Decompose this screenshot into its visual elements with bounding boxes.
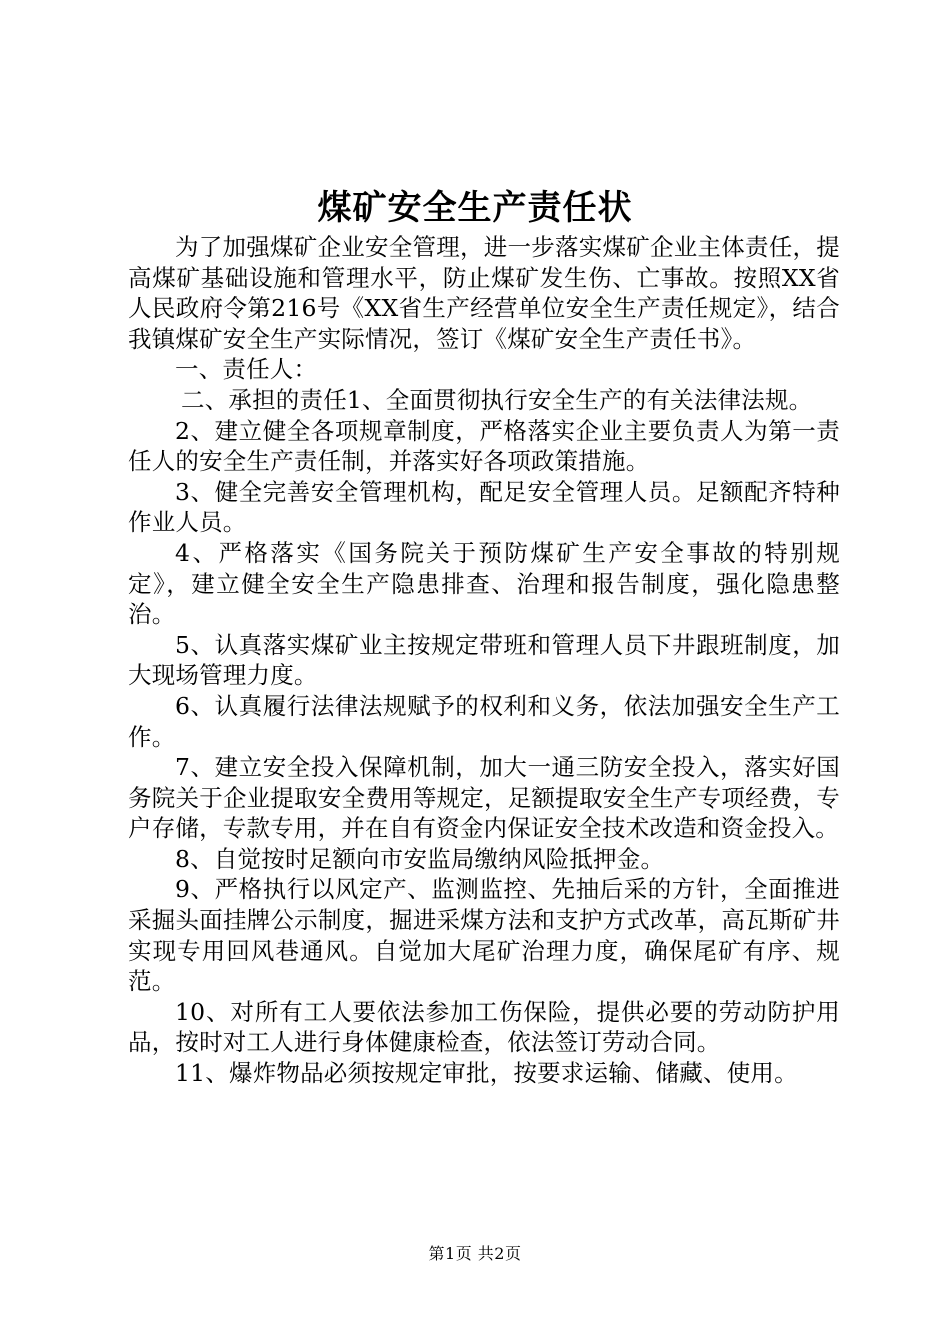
responsibility-item-10: 10、对所有工人要依法参加工伤保险，提供必要的劳动防护用品，按时对工人进行身体健康检查，依法签订劳动合同。 xyxy=(128,997,840,1057)
document-title: 煤矿安全生产责任状 xyxy=(317,188,633,228)
responsibility-item-3: 3、健全完善安全管理机构，配足安全管理人员。足额配齐特种作业人员。 xyxy=(128,477,840,537)
responsibility-item-6: 6、认真履行法律法规赋予的权利和义务，依法加强安全生产工作。 xyxy=(128,691,840,751)
responsibility-item-11: 11、爆炸物品必须按规定审批，按要求运输、储藏、使用。 xyxy=(175,1059,798,1088)
responsibility-item-4: 4、严格落实《国务院关于预防煤矿生产安全事故的特别规定》，建立健全安全生产隐患排查、治理和报告制度，强化隐患整治。 xyxy=(128,538,840,629)
responsible-person-heading: 一、责任人： xyxy=(175,355,318,384)
responsibility-item-8: 8、自觉按时足额向市安监局缴纳风险抵押金。 xyxy=(175,844,665,873)
responsibility-item-9: 9、严格执行以风定产、监测监控、先抽后采的方针，全面推进采掘头面挂牌公示制度，掘进采煤方法和支护方式改革，高瓦斯矿井实现专用回风巷通风。自觉加大尾矿治理力度，确保尾矿有序、规范。 xyxy=(128,875,840,996)
responsibility-item-1: 二、承担的责任1、全面贯彻执行安全生产的有关法律法规。 xyxy=(181,385,813,414)
page-number-footer: 第1页 共2页 xyxy=(428,1244,522,1263)
intro-paragraph: 为了加强煤矿企业安全管理，进一步落实煤矿企业主体责任，提高煤矿基础设施和管理水平，防止煤矿发生伤、亡事故。按照XX省人民政府令第216号《XX省生产经营单位安全生产责任规定》，结合我镇煤矿安全生产实际情况，签订《煤矿安全生产责任书》。 xyxy=(128,233,840,353)
document-body xyxy=(128,232,840,1089)
responsibility-item-7: 7、建立安全投入保障机制，加大一通三防安全投入，落实好国务院关于企业提取安全费用等规定，足额提取安全生产专项经费，专户存储，专款专用，并在自有资金内保证安全技术改造和资金投入。 xyxy=(128,753,840,843)
responsibility-item-2: 2、建立健全各项规章制度，严格落实企业主要负责人为第一责任人的安全生产责任制，并落实好各项政策措施。 xyxy=(128,416,840,476)
responsibility-item-5: 5、认真落实煤矿业主按规定带班和管理人员下井跟班制度，加大现场管理力度。 xyxy=(128,630,840,690)
